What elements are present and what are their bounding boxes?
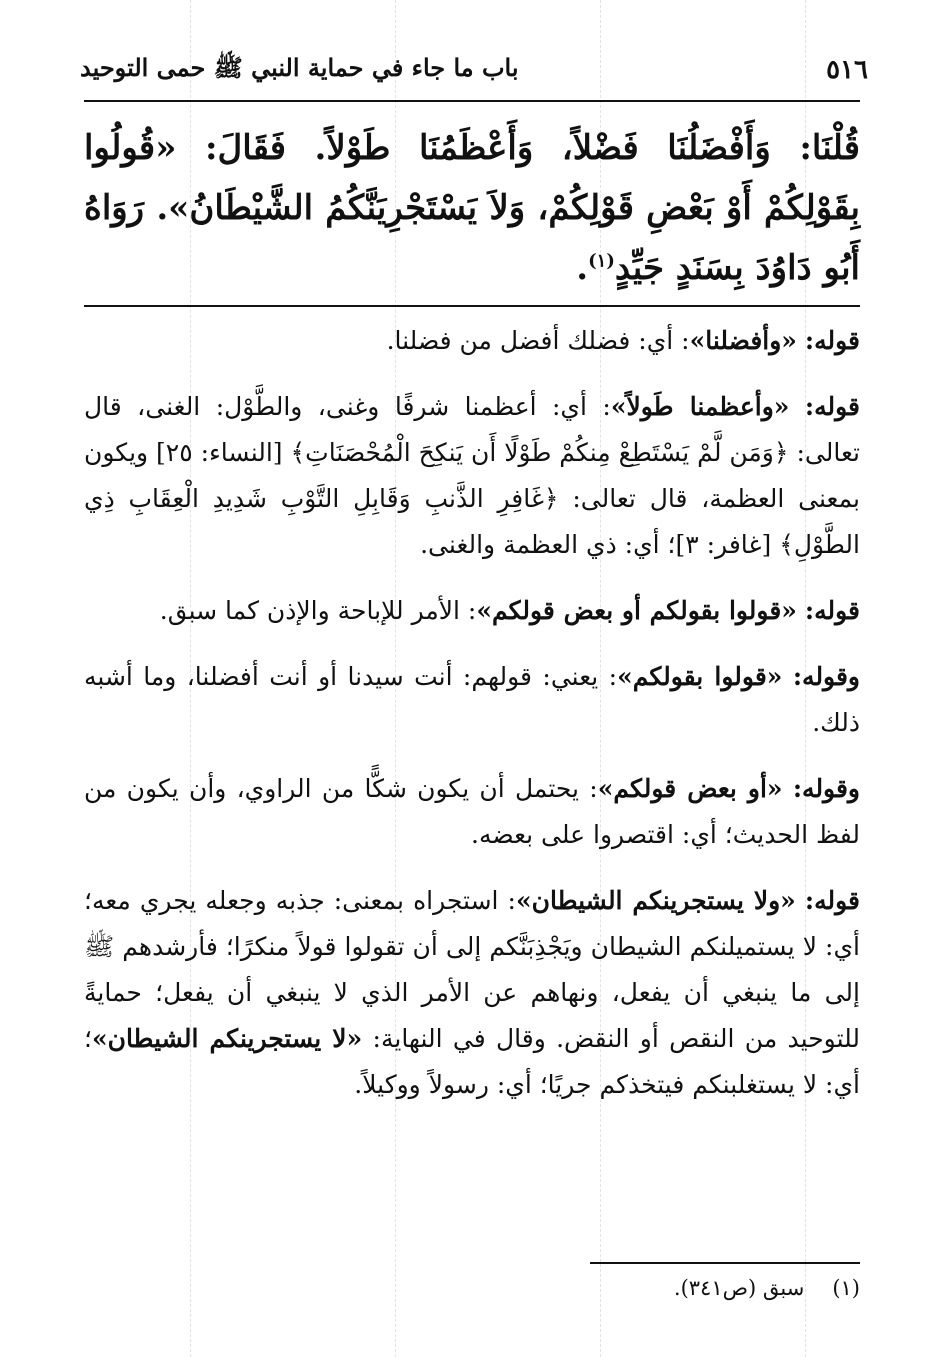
commentary-lead: قوله:	[804, 392, 860, 421]
hadith-end: .	[576, 248, 589, 288]
commentary-paragraph	[84, 588, 860, 634]
footnote-marker: (١)	[588, 250, 615, 272]
commentary-paragraph	[84, 654, 860, 746]
commentary-body: : يعني: قولهم: أنت سيدنا أو أنت أفضلنا، وما أشبه ذلك.	[84, 662, 860, 737]
commentary-reference: «ولا يستجرينكم الشيطان»	[515, 886, 796, 915]
commentary-body: : أي: فضلك أفضل من فضلنا.	[386, 326, 690, 355]
commentary-paragraph	[84, 766, 860, 858]
page-number: ٥١٦	[826, 55, 868, 85]
commentary-paragraph	[84, 878, 860, 1108]
footnote-text: سبق (ص٣٤١).	[673, 1276, 805, 1300]
page-header	[80, 48, 868, 92]
commentary-body: ؛ أي: لا يستغلبنكم فيتخذكم جريًا؛ أي: رسولاً ووكيلاً.	[84, 1024, 860, 1099]
commentary-lead: وقوله:	[792, 774, 860, 803]
commentary-reference: «لا يستجرينكم الشيطان»	[91, 1024, 363, 1053]
footnote	[84, 1272, 860, 1304]
commentary-lead: قوله:	[804, 886, 860, 915]
commentary-body: : استجراه بمعنى: جذبه وجعله يجري معه؛ أي: لا يستميلنكم الشيطان ويَجْذِبَنَّكم إلى أن تقولوا قولاً منكرًا؛ فأرشدهم ﷺ إلى ما ينبغي أن يفعل، ونهاهم عن الأمر الذي لا ينبغي أن يفعل؛ حمايةً للتوحيد من النقص أو النقض. وقال في النهاية:	[84, 886, 861, 1053]
commentary-reference: «أو بعض قولكم»	[597, 774, 783, 803]
footnote-number: (١)	[832, 1276, 860, 1300]
commentary-paragraph	[84, 384, 860, 568]
commentary-body: : أي: أعظمنا شرفًا وغنى، والطَّوْل: الغنى، قال تعالى: ﴿وَمَن لَّمْ يَسْتَطِعْ مِنكُمْ طَوْلًا أَن يَنكِحَ الْمُحْصَنَاتِ﴾ [النساء: ٢٥] ويكون بمعنى العظمة، قال تعالى: ﴿غَافِرِ الذَّنبِ وَقَابِلِ التَّوْبِ شَدِيدِ الْعِقَابِ ذِي الطَّوْلِ﴾ [غافر: ٣]؛ أي: ذي العظمة والغنى.	[83, 392, 860, 559]
commentary-body: : يحتمل أن يكون شكًّا من الراوي، وأن يكون من لفظ الحديث؛ أي: اقتصروا على بعضه.	[84, 774, 860, 849]
footnote-rule	[590, 1262, 860, 1264]
section-rule	[84, 305, 860, 307]
hadith-text	[84, 118, 860, 298]
commentary-paragraph	[84, 318, 860, 364]
commentary-lead: قوله:	[804, 326, 860, 355]
commentary-reference: «وأفضلنا»	[689, 326, 797, 355]
commentary-lead: وقوله:	[792, 662, 860, 691]
commentary-section	[84, 318, 860, 1128]
commentary-reference: «وأعظمنا طَولاً»	[610, 392, 790, 421]
running-title: باب ما جاء في حماية النبي ﷺ حمى التوحيد	[80, 52, 519, 82]
commentary-lead: قوله:	[804, 596, 860, 625]
commentary-reference: «قولوا بقولكم»	[617, 662, 783, 691]
hadith-text-after: . رَوَاهُ أَبُو دَاوُدَ بِسَنَدٍ جَيِّدٍ	[84, 188, 860, 288]
hadith-text-before: قُلْنَا: وَأَفْضَلُنَا فَضْلاً، وَأَعْظَمُنَا طَوْلاً. فَقَالَ:	[204, 128, 860, 168]
commentary-reference: «قولوا بقولكم أو بعض قولكم»	[476, 596, 797, 625]
header-rule	[84, 100, 860, 102]
commentary-body: : الأمر للإباحة والإذن كما سبق.	[159, 596, 477, 625]
hadith-quote: «قُولُوا بِقَوْلِكُمْ أَوْ بَعْضِ قَوْلِكُمْ، وَلاَ يَسْتَجْرِيَنَّكُمُ الشَّيْطَانُ»	[84, 128, 861, 228]
